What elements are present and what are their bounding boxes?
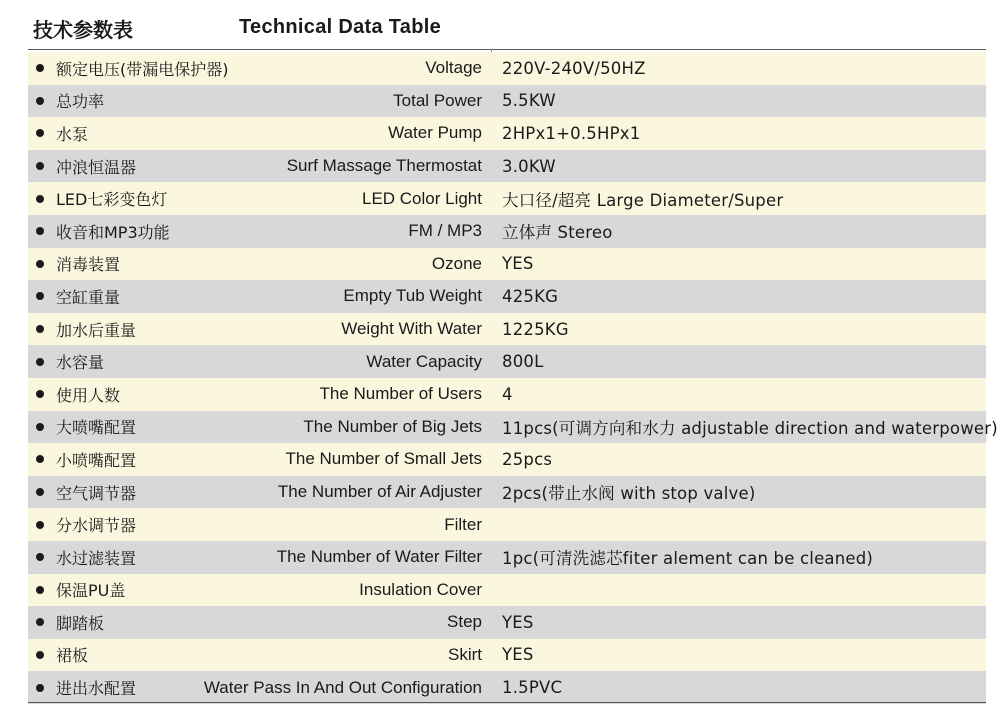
bullet-icon [36,292,44,300]
bullet-icon [36,455,44,463]
title-english: Technical Data Table [239,16,441,38]
table-row [28,639,986,672]
table-row [28,345,986,378]
row-label-english: Total Power [393,90,482,110]
row-label-english: Water Capacity [366,351,482,371]
row-value: 220V-240V/50HZ [502,58,646,78]
row-label-chinese: 空气调节器 [56,483,137,503]
table-row [28,52,986,85]
bullet-icon [36,586,44,594]
bullet-icon [36,97,44,105]
row-value: 立体声 Stereo [502,223,613,243]
table-row [28,378,986,411]
row-label-chinese: 水泵 [56,124,89,144]
row-value: 2HPx1+0.5HPx1 [502,123,641,143]
row-label-chinese: 水容量 [56,353,105,373]
bullet-icon [36,260,44,268]
row-label-english: The Number of Air Adjuster [277,482,482,502]
row-label-chinese: 保温PU盖 [56,581,126,601]
row-label-english: Surf Massage Thermostat [286,156,482,176]
row-label-chinese: 消毒装置 [56,255,121,275]
row-label-english: Empty Tub Weight [343,286,482,306]
bullet-icon [36,390,44,398]
row-label-chinese: 使用人数 [56,385,121,405]
bullet-icon [36,423,44,431]
row-label-english: LED Color Light [361,188,482,208]
row-value: 2pcs(带止水阀 with stop valve) [502,484,756,504]
row-value: 25pcs [502,449,553,469]
table-top-rule [28,49,986,50]
row-label-chinese: 额定电压(带漏电保护器) [56,59,229,79]
bullet-icon [36,488,44,496]
table-row [28,541,986,574]
row-label-english: Water Pump [388,123,482,143]
row-value: 3.0KW [502,156,556,176]
row-value: YES [502,254,534,274]
bullet-icon [36,64,44,72]
row-label-english: Skirt [448,644,482,664]
table-row [28,508,986,541]
bullet-icon [36,553,44,561]
technical-data-table [28,52,998,704]
row-value: 1pc(可清洗滤芯fiter alement can be cleaned) [502,549,874,569]
table-row [28,313,986,346]
table-row [28,85,986,118]
row-label-english: Insulation Cover [359,579,482,599]
row-label-chinese: 空缸重量 [56,287,121,307]
row-value: 11pcs(可调方向和水力 adjustable direction and waterpower) [502,418,998,438]
row-label-chinese: 大喷嘴配置 [56,418,137,438]
row-label-english: The Number of Users [319,384,482,404]
row-label-english: The Number of Water Filter [276,547,482,567]
row-value: 425KG [502,286,559,306]
row-value: 大口径/超亮 Large Diameter/Super [502,190,784,210]
row-label-english: The Number of Big Jets [303,416,482,436]
row-label-english: The Number of Small Jets [285,449,482,469]
row-label-chinese: 冲浪恒温器 [56,157,137,177]
row-label-chinese: 分水调节器 [56,516,137,536]
table-row [28,476,986,509]
row-label-chinese: 裙板 [56,646,89,666]
row-label-english: FM / MP3 [408,221,482,241]
bullet-icon [36,618,44,626]
row-label-english: Ozone [431,253,482,273]
title-chinese: 技术参数表 [33,18,133,42]
table-row [28,443,986,476]
table-row [28,606,986,639]
row-value: 5.5KW [502,91,556,111]
row-label-english: Water Pass In And Out Configuration [203,677,482,697]
bullet-icon [36,162,44,170]
row-label-chinese: 收音和MP3功能 [56,222,170,242]
row-label-english: Filter [444,514,482,534]
row-value: 4 [502,384,513,404]
row-value: 1225KG [502,319,569,339]
row-label-english: Step [447,612,482,632]
row-label-english: Voltage [425,58,482,78]
bullet-icon [36,325,44,333]
bullet-icon [36,651,44,659]
table-row [28,182,986,215]
row-value: YES [502,612,534,632]
row-label-chinese: LED七彩变色灯 [56,190,168,210]
bullet-icon [36,227,44,235]
row-value: YES [502,645,534,665]
table-row [28,150,986,183]
row-label-chinese: 总功率 [56,92,105,112]
row-label-chinese: 进出水配置 [56,679,137,699]
table-row [28,574,986,607]
row-label-english: Weight With Water [341,319,482,339]
table-row [28,671,986,704]
row-value: 800L [502,352,544,372]
bullet-icon [36,358,44,366]
bullet-icon [36,684,44,692]
bullet-icon [36,129,44,137]
row-label-chinese: 脚踏板 [56,613,105,633]
table-row [28,117,986,150]
row-label-chinese: 小喷嘴配置 [56,450,137,470]
table-row [28,248,986,281]
table-bottom-rule [28,702,986,703]
row-value: 1.5PVC [502,678,563,698]
table-row [28,411,998,444]
bullet-icon [36,195,44,203]
row-label-chinese: 水过滤装置 [56,548,137,568]
table-row [28,215,986,248]
bullet-icon [36,521,44,529]
table-row [28,280,986,313]
row-label-chinese: 加水后重量 [56,320,137,340]
